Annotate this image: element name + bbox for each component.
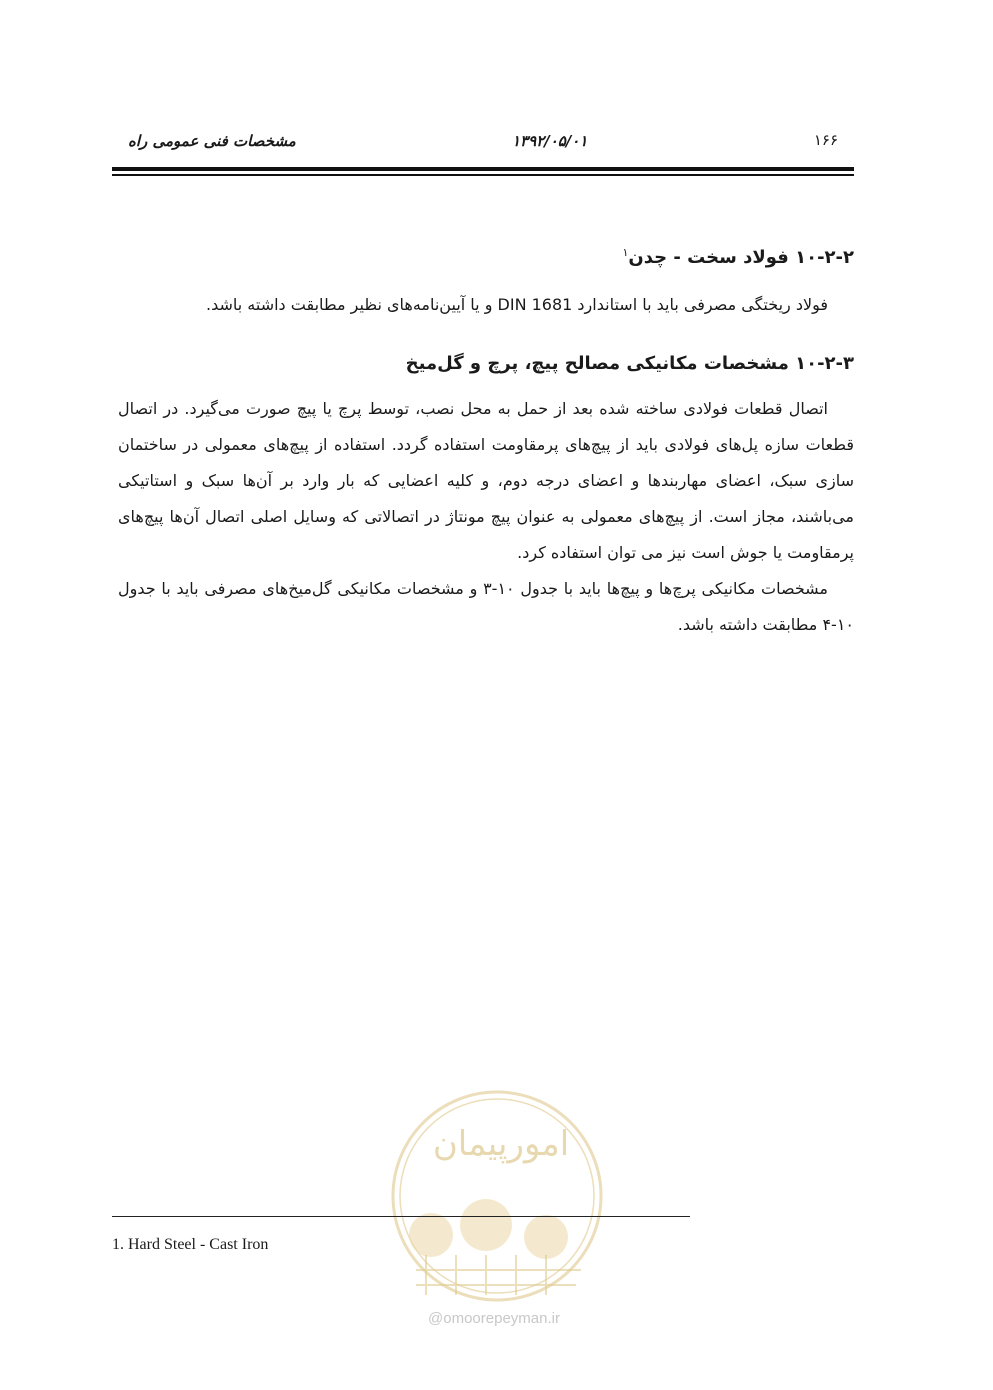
section-heading-fastener-materials: ۱۰-۲-۳ مشخصات مکانیکی مصالح پیچ، پرچ و گل‌میخ [405,353,854,374]
page-header [112,128,854,158]
header-rule-thick [112,167,854,171]
publication-date: ۱۳۹۲/۰۵/۰۱ [512,132,588,150]
running-title: مشخصات فنی عمومی راه [128,132,296,150]
watermark-logo [386,1085,608,1345]
page-number: ۱۶۶ [813,131,838,149]
footnote: 1. Hard Steel - Cast Iron [112,1236,269,1253]
page-body [118,236,854,643]
watermark-logo-text: امورپیمان [432,1124,570,1164]
section-heading-hard-steel: ۱۰-۲-۲ فولاد سخت - چدن$^۱$ [622,246,854,268]
header-rule-thin [112,174,854,176]
paragraph-cast-steel: فولاد ریختگی مصرفی باید با استاندارد DIN 1681 و یا آیین‌نامه‌های نظیر مطابقت داشته باشد. [205,295,828,314]
paragraph-mechanical-specs: مشخصات مکانیکی پرچ‌ها و پیچ‌ها باید با جدول ۱۰-۳ و مشخصات مکانیکی گل‌میخ‌های مصرفی باید با جدول ۱۰-۴ مطابقت داشته باشد. [118,579,854,634]
paragraph-connections: اتصال قطعات فولادی ساخته شده بعد از حمل به محل نصب، توسط پرچ یا پیچ صورت می‌گیرد. در اتصال قطعات سازه پل‌های فولادی باید از پیچ‌های پرمقاومت استفاده گردد. استفاده از پیچ‌های معمولی در ساختمان سازی سبک، اعضای مهاربندها و اعضای درجه دوم، و کلیه اعضایی که بار وارد بر آن‌ها سبک و استاتیکی می‌باشند، مجاز است. از پیچ‌های معمولی به عنوان پیچ مونتاژ در اتصالاتی که وسایل اصلی اتصال آن‌ها پیچ‌های پرمقاومت یا جوش است نیز می توان استفاده کرد. [118,399,854,562]
footnote-separator [112,1216,690,1217]
footnote-reference[interactable]: ۱ [622,246,629,259]
watermark-url: @omoorepeyman.ir [428,1310,560,1327]
